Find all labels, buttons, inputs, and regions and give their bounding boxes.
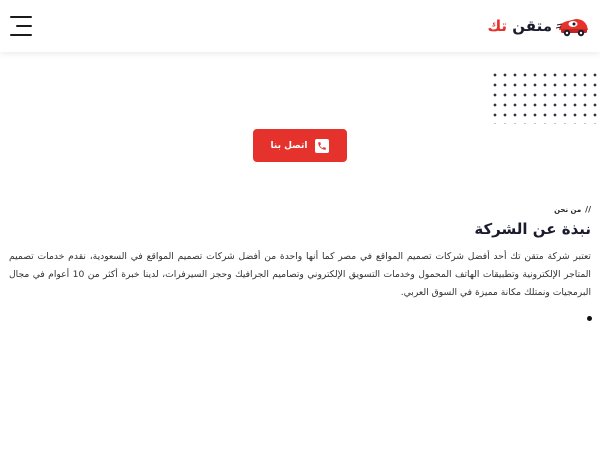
breadcrumb (9, 205, 591, 214)
dots-pattern (488, 68, 600, 124)
menu-line (10, 34, 32, 36)
hamburger-menu-icon[interactable] (8, 16, 32, 36)
section-title: نبذة عن الشركة (474, 220, 591, 238)
logo-word-2: تك (487, 16, 508, 35)
breadcrumb-label[interactable]: من نحن (554, 205, 582, 214)
breadcrumb-separator: // (585, 205, 591, 214)
about-section (9, 205, 591, 302)
logo-word-1: متقن (512, 16, 552, 35)
contact-us-button[interactable] (253, 129, 347, 162)
phone-glyph (317, 141, 327, 151)
about-paragraph: تعتبر شركة متقن تك أحد أفضل شركات تصميم المواقع في مصر كما أنها واحدة من أفضل شركات تصميم المواقع في السعودية، نقدم خدمات تصميم المتاجر الإلكترونية وتطبيقات الهاتف المحمول وخدمات التسويق الإلكتروني وتصاميم الجرافيك وحجز السيرفرات، لدينا خبرة أكثر من 10 أعوام في مجال البرمجيات ونمتلك مكانة مميزة في السوق العربي. (9, 251, 591, 298)
site-logo[interactable] (487, 14, 590, 38)
contact-us-label: اتصل بنا (270, 140, 308, 151)
car-mascot-icon (556, 14, 590, 38)
logo-text (487, 16, 552, 35)
site-header (0, 0, 600, 52)
list-bullet (587, 316, 592, 321)
phone-icon (315, 139, 329, 153)
menu-line (16, 25, 32, 27)
menu-line (10, 16, 32, 18)
